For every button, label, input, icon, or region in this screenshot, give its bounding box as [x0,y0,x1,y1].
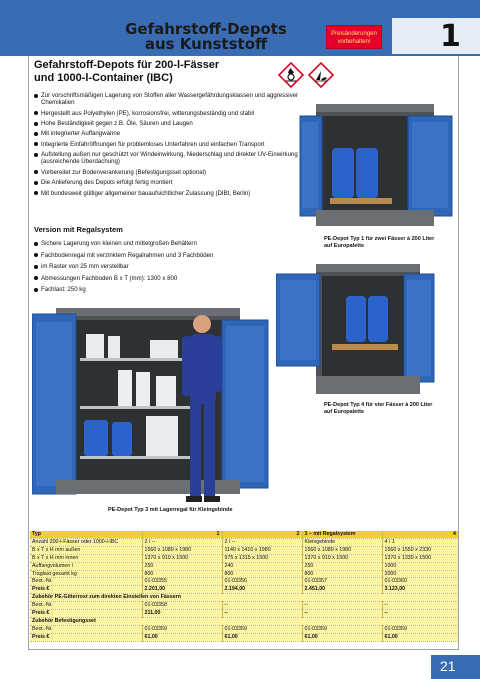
table-cell: 240 [222,562,302,570]
table-cell: 3.123,00 [382,586,458,594]
table-cell: 1370 x 910 x 1500 [142,554,222,562]
table-cell: Preis € [30,586,142,594]
photo-2-caption [324,402,454,415]
table-cell: 975 x 1315 x 1500 [222,554,302,562]
table-cell: 250 [142,562,222,570]
table-cell: 2 / – [142,538,222,546]
spec-table [30,531,458,642]
table-cell: 01-03360 [382,578,458,586]
table-cell: 01-03359 [302,625,382,633]
table-header-row [30,531,458,538]
list-item: Hohe Beständigkeit gegen z.B. Öle, Säuren und Laugen [34,120,304,127]
table-cell: 2.451,00 [302,586,382,594]
table-cell: 1000 [382,562,458,570]
list-item: Aufstellung außen nur geschützt vor Windeinwirkung, Niederschlag und direkter UV-Einwirkung (ausreichende Überdachung) [34,151,304,165]
table-cell: Best.-Nr. [30,578,142,586]
page-number: 21 [440,658,456,674]
price-notice-badge: Preisänderungen vorbehalten! [326,25,382,49]
depot-type-4-image [276,264,456,398]
table-cell: 2 / – [222,538,302,546]
list-item: im Raster von 25 mm verstellbar [34,263,304,270]
table-row [30,610,458,618]
product-title [34,59,274,85]
table-section-row [30,617,458,625]
table-row [30,586,458,594]
table-header-cell: 1 [142,531,222,538]
table-section-row [30,594,458,602]
table-cell: Best.-Nr. [30,625,142,633]
table-cell: 2000 [382,570,458,578]
table-cell: 211,00 [142,610,222,618]
table-cell: 1370 x 910 x 1500 [302,554,382,562]
table-cell: Preis € [30,633,142,641]
table-cell: 01-03356 [222,578,302,586]
table-row [30,602,458,610]
table-cell: 61,00 [302,633,382,641]
table-header-cell: 3 – mit Regalsystem [302,531,382,538]
table-row [30,633,458,641]
list-item: Abmessungen Fachboden B x T (mm): 1300 x 800 [34,275,304,282]
title-line-1: Gefahrstoff-Depots [125,20,287,38]
product-title-line-2: und 1000-l-Container (IBC) [34,72,173,84]
table-cell: 61,00 [382,633,458,641]
title-line-2: aus Kunststoff [144,35,268,53]
table-cell: 01-03357 [302,578,382,586]
table-cell: – [302,602,382,610]
list-item: Vorbereitet zur Bodenverankerung (Befestigungsset optional) [34,169,304,176]
table-section-title: Zubehör Befestigungsset [30,617,458,625]
table-cell: 800 [142,570,222,578]
caption-line: auf Europalette [324,408,365,415]
table-cell: 61,00 [142,633,222,641]
table-cell: Preis € [30,610,142,618]
table-cell: 01-03359 [382,625,458,633]
table-header-cell: 4 [382,531,458,538]
table-cell: – [382,610,458,618]
table-cell: 1370 x 1330 x 1500 [382,554,458,562]
version-heading: Version mit Regalsystem [34,225,123,234]
photo-3-caption: PE-Depot Typ 3 mit Lagerregal für Kleingebinde [108,507,233,513]
table-cell: 800 [302,570,382,578]
depot-type-1-image [296,102,456,230]
list-item: Hergestellt aus Polyethylen (PE), korrosionsfrei, witterungsbeständig und stabil [34,110,304,117]
list-item: Sichere Lagerung von kleinen und mittelgroßen Behältern [34,240,304,247]
table-cell: 4 / 1 [382,538,458,546]
table-cell: Traglast gesamt kg [30,570,142,578]
table-cell: 800 [222,570,302,578]
list-item: Mit integrierter Auffangwanne [34,130,304,137]
table-cell: 1140 x 1410 x 1980 [222,546,302,554]
photo-1-caption [324,236,454,249]
table-section-title: Zubehör PE-Gitterrost zum direkten Einstellen von Fässern [30,594,458,602]
list-item: Die Anlieferung des Depots erfolgt fertig montiert [34,179,304,186]
table-cell: 1560 x 1080 x 1980 [302,546,382,554]
chapter-number: 1 [440,19,461,54]
table-row [30,538,458,546]
ghs-flame-over-circle-icon [278,62,304,88]
list-item: Integrierte Einfahröffnungen für problemloses Unterfahren und einfachen Transport [34,141,304,148]
table-cell: – [302,610,382,618]
table-row [30,570,458,578]
table-cell: 01-03355 [142,578,222,586]
table-cell: – [222,602,302,610]
table-cell: Anzahl 200-l-Fässer oder 1000-l-IBC [30,538,142,546]
feature-list [34,92,304,200]
ghs-environment-icon [308,62,334,88]
caption-line: auf Europalette [324,242,365,249]
list-item: Fachlast: 250 kg [34,286,304,293]
table-cell: – [222,610,302,618]
table-cell: Kleingebinde [302,538,382,546]
list-item: Fachbodenregal mit verzinktem Regalrahmen und 3 Fachböden [34,252,304,259]
table-cell: 250 [302,562,382,570]
list-item: Mit bundesweit gültiger allgemeiner bauaufsichtlicher Zulassung (DIBt, Berlin) [34,190,304,197]
product-title-line-1: Gefahrstoff-Depots für 200-l-Fässer [34,59,220,71]
page-title [106,22,306,52]
table-cell: 2.194,00 [222,586,302,594]
table-cell: 1560 x 1550 x 2330 [382,546,458,554]
caption-line: PE-Depot Typ 1 für zwei Fässer à 200 Liter [324,236,435,242]
table-cell: 01-03359 [142,625,222,633]
table-row [30,554,458,562]
table-header-cell: Typ [30,531,142,538]
table-cell: Auffangvolumen l [30,562,142,570]
table-cell: B x T x H mm innen [30,554,142,562]
table-row [30,578,458,586]
table-cell: 01-03359 [222,625,302,633]
list-item: Zur vorschriftsmäßigen Lagerung von Stoffen aller Wassergefährdungsklassen und aggressiver Chemikalien [34,92,304,106]
table-header-cell: 2 [222,531,302,538]
table-row [30,625,458,633]
table-row [30,562,458,570]
table-cell: 1560 x 1080 x 1980 [142,546,222,554]
table-cell: B x T x H mm außen [30,546,142,554]
table-cell: 61,00 [222,633,302,641]
chapter-tab [392,18,480,54]
table-cell: – [382,602,458,610]
caption-line: PE-Depot Typ 4 für vier Fässer à 200 Liter [324,402,433,408]
table-cell: Best.-Nr. [30,602,142,610]
version-feature-list [34,240,304,298]
table-cell: 01-03358 [142,602,222,610]
worker-figure [172,312,234,508]
table-row [30,546,458,554]
depot-type-3-image [32,306,270,502]
table-cell: 2.201,00 [142,586,222,594]
